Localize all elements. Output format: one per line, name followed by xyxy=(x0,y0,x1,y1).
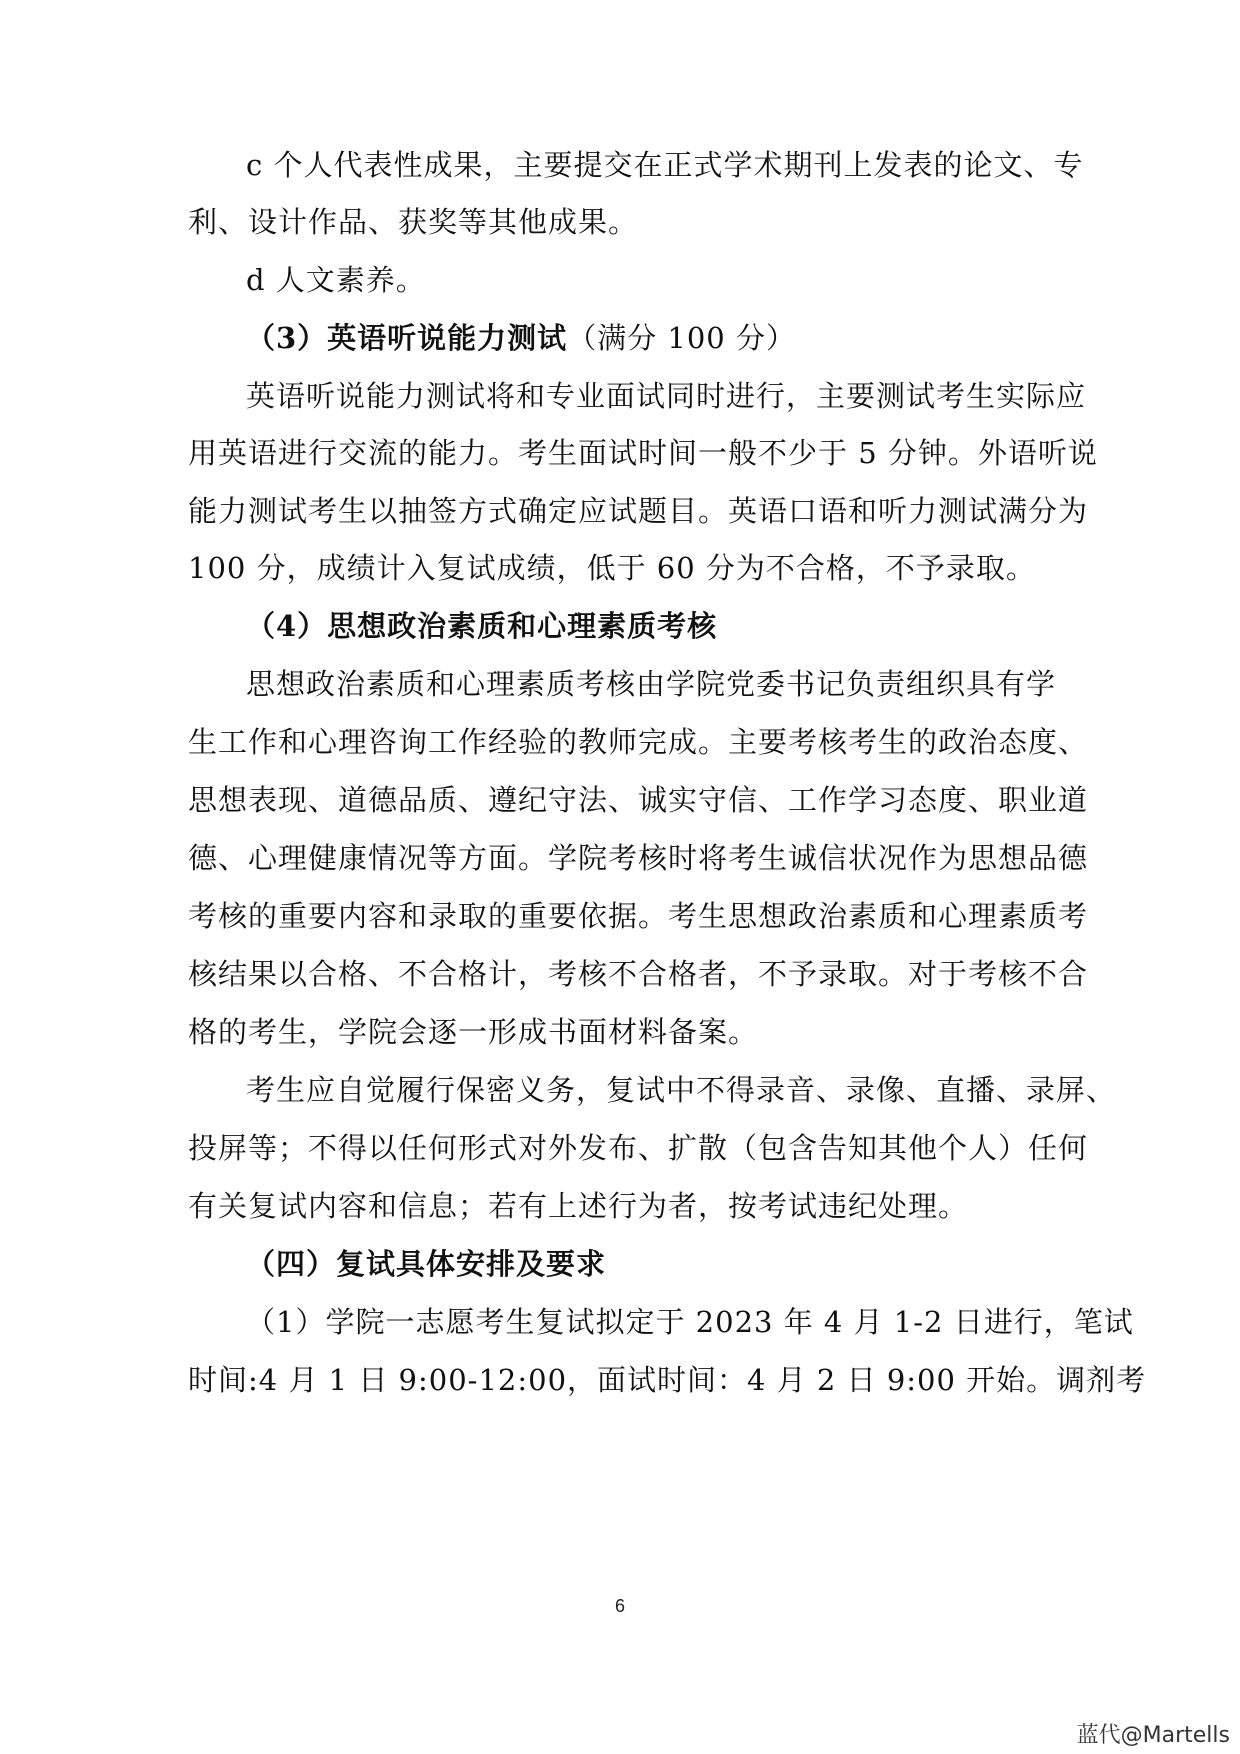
paragraph-line: 时间:4 月 1 日 9:00-12:00，面试时间：4 月 2 日 9:00 开始。调剂考 xyxy=(188,1363,1147,1397)
paragraph-line: 格的考生，学院会逐一形成书面材料备案。 xyxy=(188,1015,759,1049)
paragraph-line: d 人文素养。 xyxy=(246,263,426,297)
paragraph-line: 100 分，成绩计入复试成绩，低于 60 分为不合格，不予录取。 xyxy=(188,551,1036,585)
section-heading-3 xyxy=(246,318,1048,358)
paragraph-line: 核结果以合格、不合格计，考核不合格者，不予录取。对于考核不合 xyxy=(188,957,1089,991)
paragraph-line: 能力测试考生以抽签方式确定应试题目。英语口语和听力测试满分为 xyxy=(188,494,1089,528)
paragraph-line: 投屏等；不得以任何形式对外发布、扩散（包含告知其他个人）任何 xyxy=(188,1131,1089,1165)
paragraph-line: c 个人代表性成果，主要提交在正式学术期刊上发表的论文、专 xyxy=(246,148,1084,182)
paragraph-line: 有关复试内容和信息；若有上述行为者，按考试违纪处理。 xyxy=(188,1189,969,1223)
paragraph-line: 用英语进行交流的能力。考生面试时间一般不少于 5 分钟。外语听说 xyxy=(188,436,1098,470)
section-heading-four: （四）复试具体安排及要求 xyxy=(246,1247,607,1281)
paragraph-line: 英语听说能力测试将和专业面试同时进行，主要测试考生实际应 xyxy=(246,379,1087,413)
paragraph-line: 利、设计作品、获奖等其他成果。 xyxy=(188,205,639,239)
paragraph-line: 考生应自觉履行保密义务，复试中不得录音、录像、直播、录屏、 xyxy=(246,1073,1117,1107)
heading-title: （3）英语听说能力测试 xyxy=(246,321,568,355)
paragraph-line: （1）学院一志愿考生复试拟定于 2023 年 4 月 1-2 日进行，笔试 xyxy=(246,1305,1134,1339)
paragraph-line: 思想政治素质和心理素质考核由学院党委书记负责组织具有学 xyxy=(246,667,1057,701)
paragraph-line: 思想表现、道德品质、遵纪守法、诚实守信、工作学习态度、职业道 xyxy=(188,783,1089,817)
paragraph-line: 生工作和心理咨询工作经验的教师完成。主要考核考生的政治态度、 xyxy=(188,725,1089,759)
heading-note: （满分 100 分） xyxy=(567,321,796,355)
paragraph-line: 考核的重要内容和录取的重要依据。考生思想政治素质和心理素质考 xyxy=(188,899,1089,933)
paragraph-line: 德、心理健康情况等方面。学院考核时将考生诚信状况作为思想品德 xyxy=(188,841,1089,875)
section-heading-4: （4）思想政治素质和心理素质考核 xyxy=(246,609,718,643)
page-number: 6 xyxy=(614,1596,625,1616)
watermark: 蓝代@Martells xyxy=(1076,1723,1230,1748)
